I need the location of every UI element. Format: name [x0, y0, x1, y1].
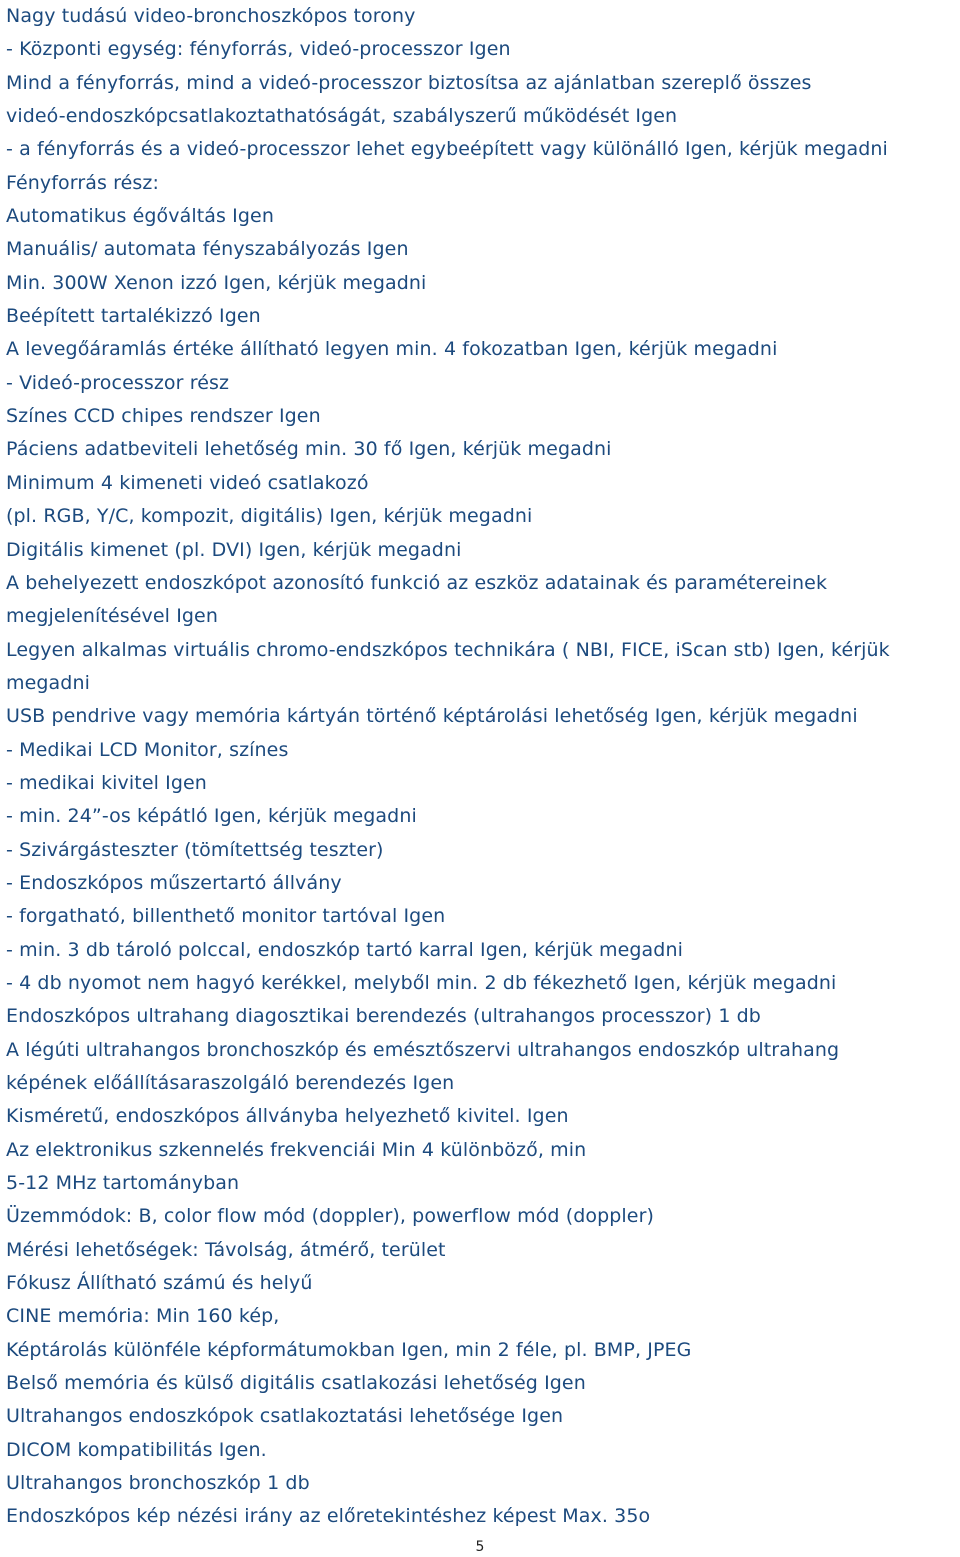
text-line: Legyen alkalmas virtuális chromo-endszkópos technikára ( NBI, FICE, iScan stb) Igen, kérjük — [6, 638, 890, 661]
page-number: 5 — [475, 1539, 485, 1555]
text-line: CINE memória: Min 160 kép, — [6, 1305, 280, 1328]
text-line: Minimum 4 kimeneti videó csatlakozó — [6, 471, 369, 494]
text-line: Beépített tartalékizzó Igen — [6, 305, 261, 328]
text-line: - a fényforrás és a videó-processzor lehet egybeépített vagy különálló Igen, kérjük megadni — [6, 138, 888, 161]
text-line: - min. 3 db tároló polccal, endoszkóp tartó karral Igen, kérjük megadni — [6, 938, 683, 961]
text-line: - Endoszkópos műszertartó állvány — [6, 871, 342, 894]
text-line: Fókusz Állítható számú és helyű — [6, 1272, 313, 1295]
text-line: Mérési lehetőségek: Távolság, átmérő, terület — [6, 1238, 446, 1261]
text-line: Nagy tudású video-bronchoszkópos torony — [6, 5, 416, 27]
text-line: Üzemmódok: B, color flow mód (doppler), powerflow mód (doppler) — [6, 1205, 655, 1228]
text-line: Kisméretű, endoszkópos állványba helyezhető kivitel. Igen — [6, 1105, 569, 1128]
text-line: - medikai kivitel Igen — [6, 771, 207, 794]
text-line: DICOM kompatibilitás Igen. — [6, 1438, 267, 1461]
text-line: Min. 300W Xenon izzó Igen, kérjük megadni — [6, 271, 427, 294]
text-line: Endoszkópos ultrahang diagosztikai berendezés (ultrahangos processzor) 1 db — [6, 1005, 761, 1028]
text-line: Az elektronikus szkennelés frekvenciái Min 4 különböző, min — [6, 1138, 587, 1161]
text-line: - 4 db nyomot nem hagyó kerékkel, melyből min. 2 db fékezhető Igen, kérjük megadni — [6, 971, 837, 994]
text-line: Fényforrás rész: — [6, 171, 160, 194]
text-line: Színes CCD chipes rendszer Igen — [6, 405, 321, 428]
text-line: Képtárolás különféle képformátumokban Igen, min 2 féle, pl. BMP, JPEG — [6, 1338, 692, 1361]
text-line: (pl. RGB, Y/C, kompozit, digitális) Igen, kérjük megadni — [6, 505, 533, 528]
text-line: A légúti ultrahangos bronchoszkóp és emésztőszervi ultrahangos endoszkóp ultrahang — [6, 1038, 840, 1061]
text-line: USB pendrive vagy memória kártyán történő képtárolási lehetőség Igen, kérjük megadni — [6, 705, 858, 728]
text-line: - Központi egység: fényforrás, videó-processzor Igen — [6, 38, 511, 61]
text-line: - Videó-processzor rész — [6, 371, 230, 394]
text-line: A levegőáramlás értéke állítható legyen min. 4 fokozatban Igen, kérjük megadni — [6, 338, 778, 361]
text-line: képének előállításaraszolgáló berendezés Igen — [6, 1072, 455, 1094]
text-line: Mind a fényforrás, mind a videó-processzor biztosítsa az ajánlatban szereplő összes — [6, 71, 812, 94]
text-line: Manuális/ automata fényszabályozás Igen — [6, 238, 409, 261]
text-line: Belső memória és külső digitális csatlakozási lehetőség Igen — [6, 1372, 586, 1395]
text-line: Endoszkópos kép nézési irány az előretekintéshez képest Max. 35o — [6, 1505, 651, 1528]
text-line: videó-endoszkópcsatlakoztathatóságát, szabályszerű működését Igen — [6, 105, 678, 128]
text-line: Ultrahangos endoszkópok csatlakoztatási lehetősége Igen — [6, 1405, 564, 1428]
text-line: megadni — [6, 671, 90, 694]
text-line: - Medikai LCD Monitor, színes — [6, 738, 289, 761]
text-line: - forgatható, billenthető monitor tartóval Igen — [6, 905, 446, 928]
text-line: - Szivárgásteszter (tömítettség teszter) — [6, 838, 384, 861]
text-line: - min. 24”-os képátló Igen, kérjük megadni — [6, 805, 417, 828]
text-line: megjelenítésével Igen — [6, 605, 218, 628]
text-line: Digitális kimenet (pl. DVI) Igen, kérjük megadni — [6, 538, 462, 561]
document-body — [6, 0, 956, 1534]
text-line: 5-12 MHz tartományban — [6, 1172, 240, 1195]
text-line: Automatikus égőváltás Igen — [6, 205, 274, 228]
text-line: A behelyezett endoszkópot azonosító funkció az eszköz adatainak és paramétereinek — [6, 571, 828, 594]
text-line: Ultrahangos bronchoszkóp 1 db — [6, 1472, 310, 1495]
text-line: Páciens adatbeviteli lehetőség min. 30 fő Igen, kérjük megadni — [6, 438, 612, 461]
